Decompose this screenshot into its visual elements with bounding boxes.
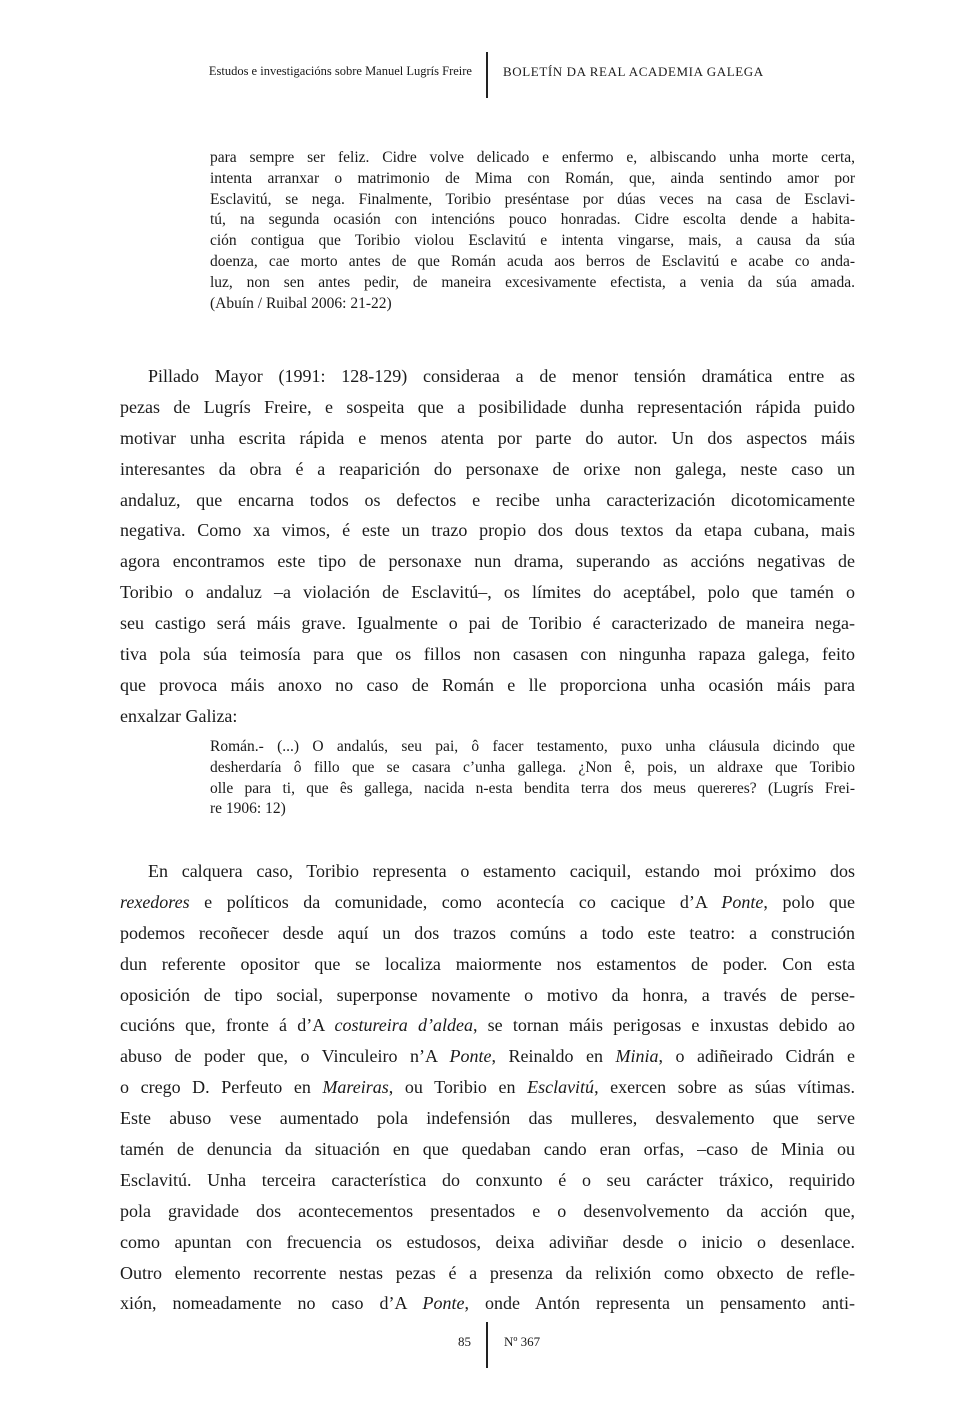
text-run: abuso de poder que, o Vinculeiro n’A xyxy=(120,1046,450,1067)
text-run: oposición de tipo social, superponse novamente o motivo da honra, a través de perse- xyxy=(120,984,855,1005)
text-run: ción contigua que Toribio violou Esclavitú e intenta vingarse, mais, a causa da súa xyxy=(210,232,855,250)
running-header-left: Estudos e investigacións sobre Manuel Lugrís Freire xyxy=(208,64,472,78)
text-line xyxy=(210,190,855,211)
text-run: negativa. Como xa vimos, é este un trazo propio dos dous textos da etapa cubana, mais xyxy=(120,520,855,541)
text-line xyxy=(120,1010,855,1041)
text-run: Esclavitú, se nega. Finalmente, Toribio preséntase por dúas veces na casa de Esclavi- xyxy=(210,190,855,208)
text-line xyxy=(210,737,855,758)
text-line xyxy=(120,515,855,546)
text-line xyxy=(120,361,855,392)
text-line xyxy=(210,799,855,820)
footer-divider xyxy=(486,1322,488,1368)
body-paragraph xyxy=(120,856,855,1319)
text-run: olle para ti, que ês gallega, nacida n-esta bendita terra dos meus quereres? (Lugrís Frei- xyxy=(210,779,855,797)
text-run: podemos recoñecer desde aquí un dos trazos comúns a todo este teatro: a construción xyxy=(120,922,855,943)
text-run: Este abuso vese aumentado pola indefensión das mulleres, desvalemento que serve xyxy=(120,1108,855,1129)
text-line xyxy=(120,608,855,639)
text-line xyxy=(120,546,855,577)
text-run: agora encontramos este tipo de personaxe nun drama, superando as accións negativas de xyxy=(120,551,855,572)
text-run: enxalzar Galiza: xyxy=(120,705,238,726)
text-line xyxy=(120,918,855,949)
body-paragraph xyxy=(120,361,855,732)
text-line xyxy=(120,980,855,1011)
text-line xyxy=(210,169,855,190)
running-header-right: BOLETÍN DA REAL ACADEMIA GALEGA xyxy=(503,64,764,79)
text-run: tiva pola súa teimosía para que os fillos non casasen con ningunha rapaza galega, feito xyxy=(120,644,855,665)
text-run: pola gravidade dos acontecementos presentados e o desenvolvemento da acción que, xyxy=(120,1200,855,1221)
text-run: intenta arranxar o matrimonio de Mima con Román, que, ainda sentindo amor por xyxy=(210,169,855,187)
text-line xyxy=(120,639,855,670)
text-run: Esclavitú. Unha terceira característica do conxunto é o seu carácter tráxico, requirido xyxy=(120,1169,855,1190)
text-run: Román.- (...) O andalús, seu pai, ô facer testamento, puxo unha cláusula dicindo que xyxy=(210,738,855,755)
text-run: , exercen sobre as súas vítimas. xyxy=(594,1077,855,1098)
text-run: doenza, cae morto antes de que Román acuda aos berros de Esclavitú e acabe co anda- xyxy=(210,252,855,270)
text-line xyxy=(210,273,855,294)
text-run: como apuntan con frecuencia os estudosos, deixa adiviñar desde o inicio o desenlace. xyxy=(120,1231,855,1252)
text-line xyxy=(120,392,855,423)
italic-title: Minia xyxy=(615,1046,659,1067)
text-line xyxy=(210,294,855,315)
text-line xyxy=(120,1103,855,1134)
italic-title: Ponte xyxy=(721,891,764,912)
text-line xyxy=(120,1041,855,1072)
text-run: (Abuín / Ruibal 2006: 21-22) xyxy=(210,294,392,312)
text-line xyxy=(210,210,855,231)
text-line xyxy=(120,1134,855,1165)
text-run: , o adiñeirado Cidrán e xyxy=(658,1046,855,1067)
text-line xyxy=(210,758,855,779)
text-line xyxy=(120,1165,855,1196)
text-run: desherdaría ô fillo que se casara c’unha gallega. ¿Non ê, pois, un aldraxe que Toribio xyxy=(210,758,855,776)
text-run: , Reinaldo en xyxy=(491,1046,616,1067)
block-quote xyxy=(210,737,855,820)
text-run: xión, nomeadamente no caso d’A xyxy=(120,1293,423,1314)
text-line xyxy=(120,423,855,454)
text-run: motivar unha escrita rápida e menos atenta por parte do autor. Un dos aspectos máis xyxy=(120,427,855,448)
text-line xyxy=(210,231,855,252)
text-run: tú, na segunda ocasión con intencións pouco honradas. Cidre escolta dende a habita- xyxy=(210,211,855,229)
italic-title: Mareiras xyxy=(322,1077,389,1098)
italic-title: Ponte xyxy=(422,1293,465,1314)
text-line xyxy=(120,670,855,701)
text-line xyxy=(120,701,855,732)
text-run: tamén de denuncia da situación en que quedaban cando eran orfas, –caso de Minia ou xyxy=(120,1139,855,1160)
text-run: Outro elemento recorrente nestas pezas é a presenza da relixión como obxecto de refle- xyxy=(120,1262,855,1283)
text-run: En calquera caso, Toribio representa o estamento caciquil, estando moi próximo dos xyxy=(148,861,855,881)
text-run: dun referente opositor que se localiza maiormente nos estamentos de poder. Con esta xyxy=(120,953,855,974)
text-run: , onde Antón representa un pensamento anti- xyxy=(464,1293,855,1314)
text-run: re 1906: 12) xyxy=(210,800,286,818)
text-line xyxy=(210,779,855,800)
issue-number: Nº 367 xyxy=(504,1334,541,1349)
text-run: Toribio o andaluz –a violación de Esclavitú–, os límites do aceptábel, polo que tamén o xyxy=(120,582,855,603)
text-run: para sempre ser feliz. Cidre volve delicado e enfermo e, albiscando unha morte certa, xyxy=(210,149,855,166)
page-number: 85 xyxy=(458,1334,471,1349)
header-divider xyxy=(486,52,488,98)
italic-title: Ponte xyxy=(449,1046,492,1067)
text-run: andaluz, que encarna todos os defectos e recibe unha caracterización dicotomicamente xyxy=(120,489,855,510)
text-run: que provoca máis anoxo no caso de Román e lle proporciona unha ocasión máis para xyxy=(120,674,855,695)
text-run: cucións que, fronte á d’A xyxy=(120,1015,335,1036)
text-line xyxy=(120,1196,855,1227)
text-line xyxy=(120,1072,855,1103)
text-run: , ou Toribio en xyxy=(388,1077,528,1098)
text-run: Pillado Mayor (1991: 128-129) consideraa a de menor tensión dramática entre as xyxy=(148,366,855,386)
text-run: , polo que xyxy=(763,891,855,912)
text-line xyxy=(210,148,855,169)
text-line xyxy=(120,949,855,980)
text-run: e políticos da comunidade, como acontecía co cacique d’A xyxy=(189,891,722,912)
text-run: luz, non sen antes pedir, de maneira excesivamente efectista, a venia da súa amada. xyxy=(210,273,855,291)
text-run: , se tornan máis perigosas e inxustas debido ao xyxy=(472,1015,855,1036)
italic-title: costureira d’aldea xyxy=(334,1015,473,1036)
text-line xyxy=(120,856,855,887)
italic-title: rexedores xyxy=(120,891,190,912)
text-line xyxy=(120,1288,855,1319)
text-line xyxy=(120,485,855,516)
text-line xyxy=(120,454,855,485)
text-run: o crego D. Perfeuto en xyxy=(120,1077,323,1098)
text-line xyxy=(120,887,855,918)
text-line xyxy=(210,252,855,273)
text-run: interesantes da obra é a reaparición do personaxe de orixe non galega, neste caso un xyxy=(120,458,855,479)
text-run: seu castigo será máis grave. Igualmente o pai de Toribio é caracterizado de maneira nega- xyxy=(120,613,855,634)
text-line xyxy=(120,1258,855,1289)
text-line xyxy=(120,1227,855,1258)
text-line xyxy=(120,577,855,608)
block-quote xyxy=(210,148,855,314)
italic-title: Esclavitú xyxy=(527,1077,595,1098)
text-run: pezas de Lugrís Freire, e sospeita que a posibilidade dunha representación rápida puido xyxy=(120,396,855,417)
